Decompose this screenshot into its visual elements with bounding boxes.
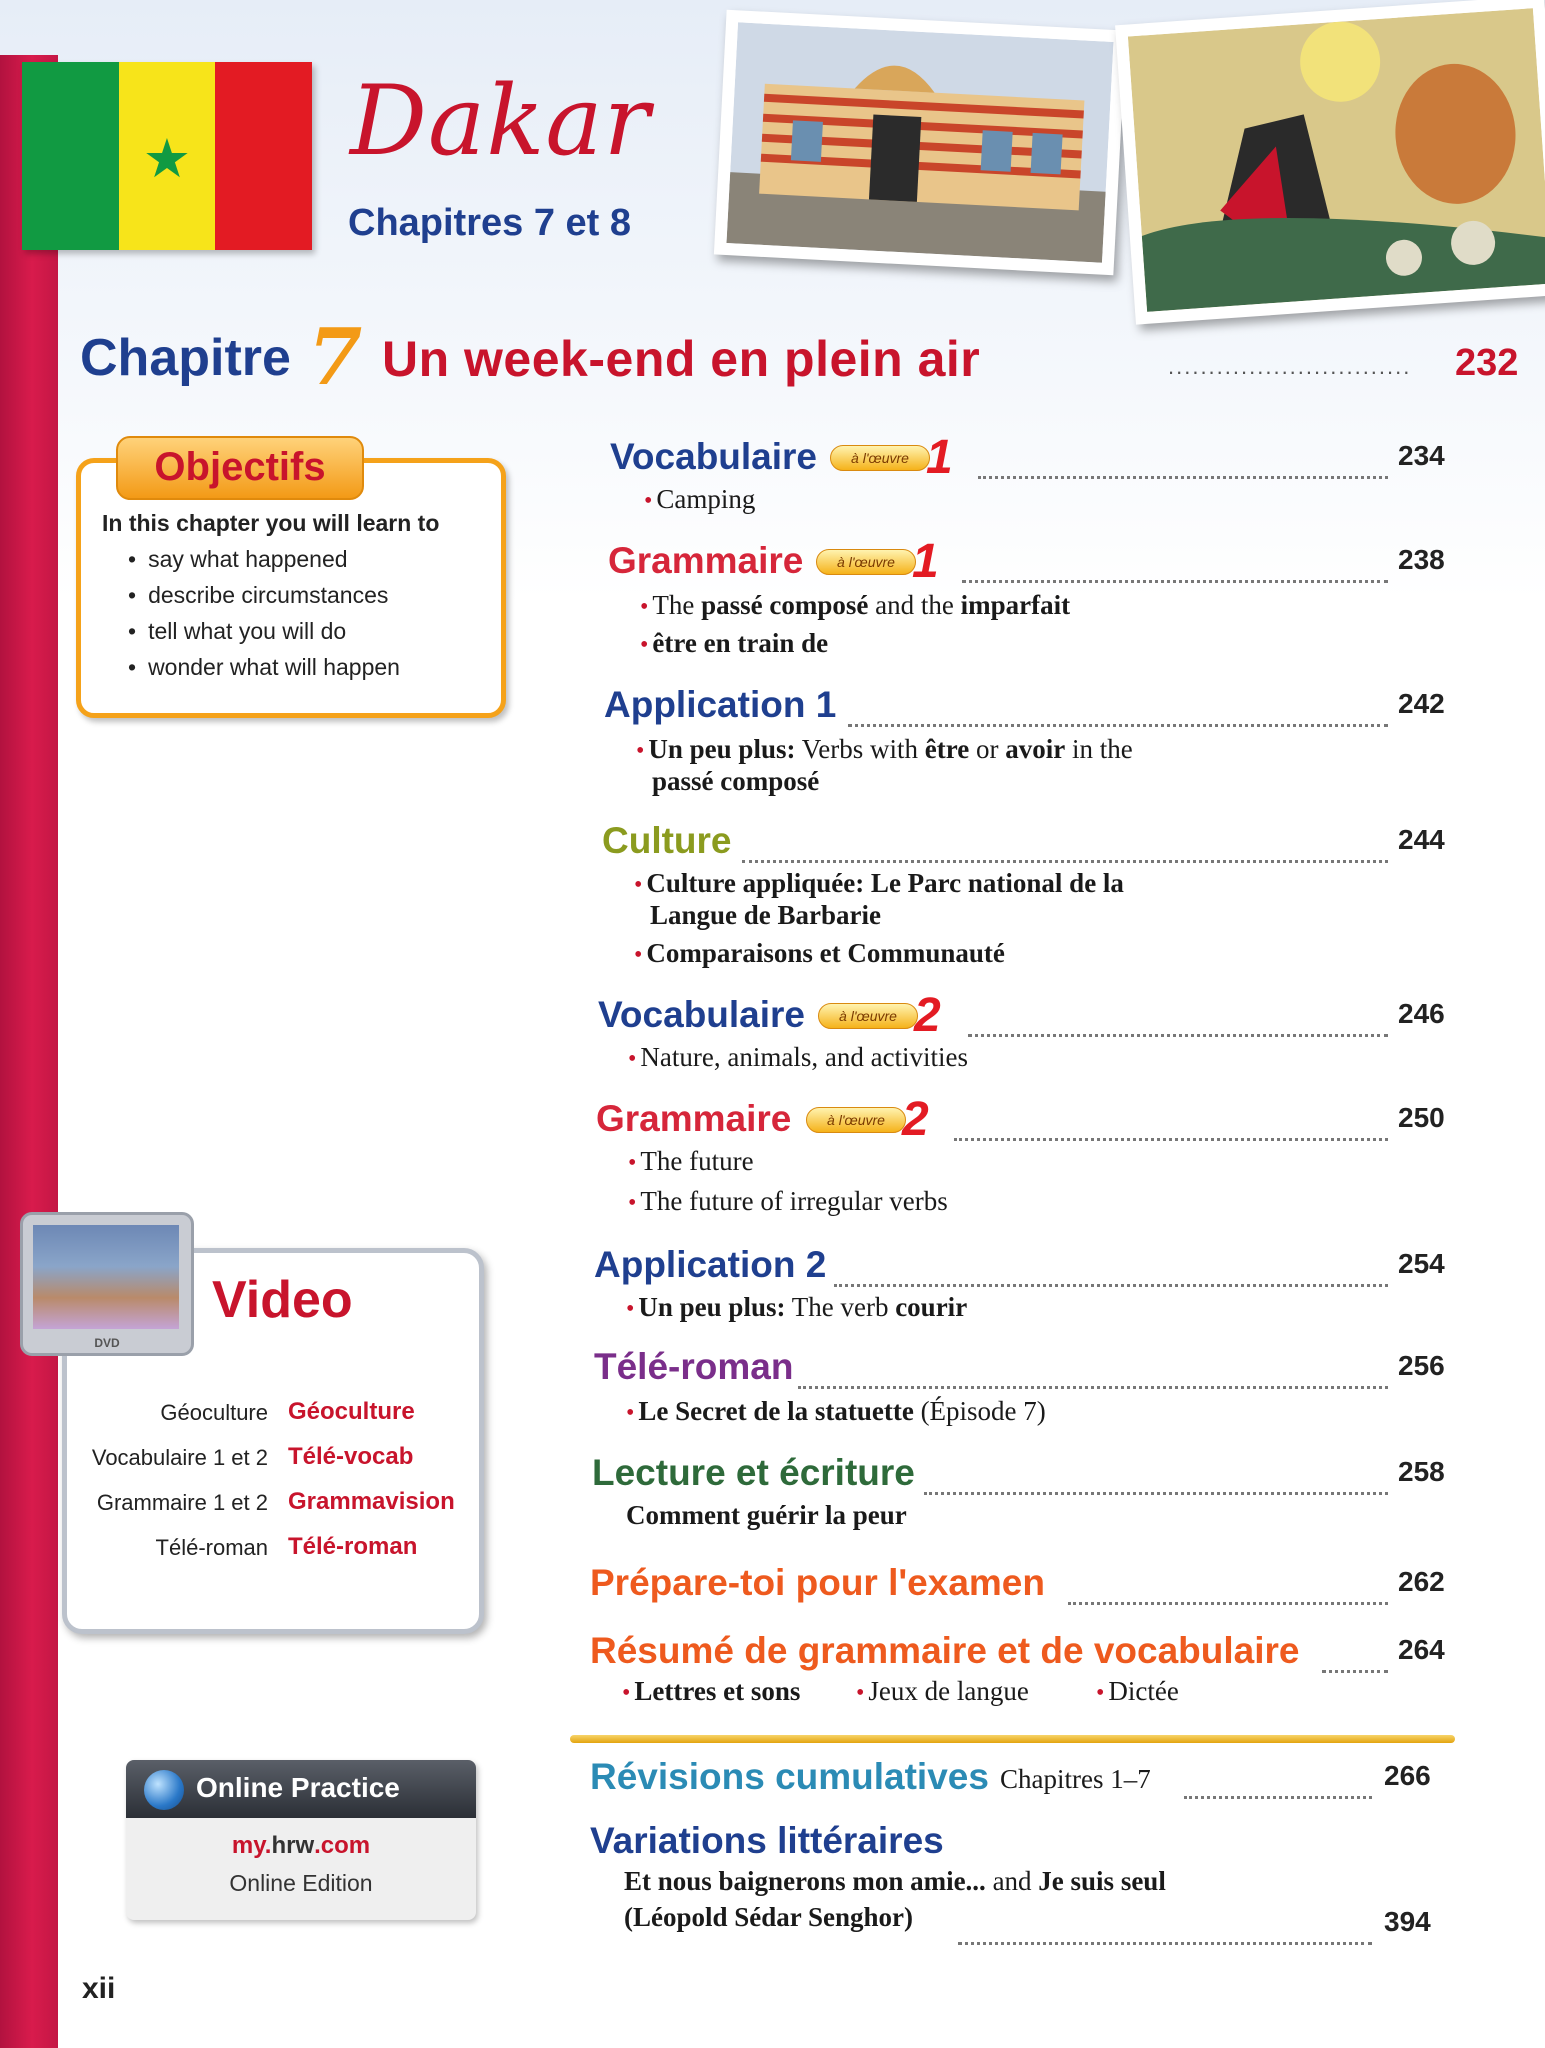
toc-title: Application 1 bbox=[604, 684, 837, 725]
objectives-tab-label: Objectifs bbox=[154, 445, 326, 489]
objective-item: • wonder what will happen bbox=[128, 654, 400, 690]
badge-text: à l'œuvre bbox=[839, 1008, 897, 1024]
objective-item: • tell what you will do bbox=[128, 618, 400, 654]
sub-text: être en train de bbox=[652, 628, 829, 658]
toc-title: Résumé de grammaire et de vocabulaire bbox=[590, 1630, 1300, 1671]
sub-text: The future of irregular verbs bbox=[640, 1186, 948, 1216]
video-row[interactable] bbox=[60, 1488, 480, 1522]
sub-text: Un peu plus: bbox=[638, 1292, 786, 1322]
toc-entry-vocabulaire-1[interactable] bbox=[0, 431, 1545, 484]
toc-sub-item bbox=[626, 1500, 907, 1531]
video-row-topic: Vocabulaire 1 et 2 bbox=[91, 1445, 268, 1470]
toc-entry-vocabulaire-2[interactable] bbox=[0, 989, 1545, 1042]
sub-text: Et nous baignerons mon amie... bbox=[624, 1866, 986, 1896]
badge-number: 1 bbox=[912, 535, 939, 588]
toc-sub-item: • Le Secret de la statuette (Épisode 7) bbox=[626, 1396, 1046, 1426]
video-row-program: Télé-roman bbox=[288, 1533, 418, 1560]
sub-text: Jeux de langue bbox=[868, 1676, 1029, 1706]
sub-text: Langue de Barbarie bbox=[650, 900, 882, 930]
badge-text: à l'œuvre bbox=[851, 450, 909, 466]
objectives-lead: In this chapter you will learn to bbox=[102, 510, 440, 536]
sub-text: and bbox=[985, 1866, 1039, 1896]
video-row-topic: Grammaire 1 et 2 bbox=[96, 1490, 268, 1515]
chapter-word: Chapitre bbox=[80, 329, 291, 387]
senegal-flag bbox=[22, 62, 312, 250]
toc-page: 258 bbox=[1398, 1456, 1445, 1487]
chapter-heading[interactable] bbox=[80, 312, 1519, 403]
toc-entry-application-2[interactable] bbox=[0, 1244, 1545, 1284]
chapters-subtitle: Chapitres 7 et 8 bbox=[348, 202, 631, 244]
toc-sub-item: • The passé composé and the imparfait bbox=[640, 590, 1071, 620]
sub-text: Un peu plus: bbox=[648, 734, 796, 764]
video-row-program: Télé-vocab bbox=[288, 1443, 414, 1470]
toc-title: Vocabulaire bbox=[610, 436, 818, 477]
toc-page: 246 bbox=[1398, 998, 1445, 1029]
toc-entry-variations-line[interactable] bbox=[0, 1902, 1545, 1942]
leader-dots bbox=[834, 1254, 1388, 1287]
badge-number: 2 bbox=[914, 989, 941, 1042]
toc-entry-resume[interactable] bbox=[0, 1630, 1545, 1670]
video-row-program: Géoculture bbox=[288, 1398, 415, 1425]
url-part: .com bbox=[314, 1832, 371, 1859]
toc-page: 242 bbox=[1398, 688, 1445, 719]
toc-page: 254 bbox=[1398, 1248, 1445, 1279]
toc-page: 264 bbox=[1398, 1634, 1445, 1665]
market-building-photo bbox=[714, 10, 1126, 276]
toc-page: 262 bbox=[1398, 1566, 1445, 1597]
toc-entry-grammaire-1[interactable] bbox=[0, 535, 1545, 588]
sub-text: Nature, animals, and activities bbox=[640, 1042, 969, 1072]
chapter-title: Un week-end en plein air bbox=[382, 331, 981, 387]
sub-text: The verb bbox=[785, 1292, 896, 1322]
chapter-number: 7 bbox=[308, 312, 363, 403]
sub-text: Culture appliquée: Le Parc national de la bbox=[646, 868, 1124, 898]
toc-sub-item: • Jeux de langue bbox=[856, 1676, 1029, 1706]
toc-title: Prépare-toi pour l'examen bbox=[590, 1562, 1045, 1603]
leader-dots bbox=[1068, 1572, 1388, 1605]
flag-red-stripe bbox=[215, 62, 312, 250]
toc-title: Lecture et écriture bbox=[592, 1452, 915, 1493]
video-row-program: Grammavision bbox=[288, 1488, 455, 1515]
sub-text: Dictée bbox=[1108, 1676, 1179, 1706]
star-icon: ★ bbox=[142, 129, 192, 189]
toc-sub-item: • Nature, animals, and activities bbox=[628, 1042, 969, 1072]
sub-text: Lettres et sons bbox=[634, 1676, 801, 1706]
sub-text: The future bbox=[640, 1146, 754, 1176]
toc-entry-culture[interactable] bbox=[0, 820, 1545, 860]
leader-dots bbox=[954, 1108, 1388, 1141]
toc-page: 256 bbox=[1398, 1350, 1445, 1381]
badge-number: 1 bbox=[926, 431, 953, 484]
toc-title: Application 2 bbox=[594, 1244, 827, 1285]
a-loeuvre-badge bbox=[806, 1093, 938, 1146]
sub-text: Comment guérir la peur bbox=[626, 1500, 907, 1530]
url-part: hrw bbox=[271, 1832, 315, 1859]
toc-sub-item bbox=[624, 1866, 1166, 1897]
city-title: Dakar bbox=[350, 65, 651, 177]
sub-text: avoir bbox=[1005, 734, 1066, 764]
toc-page: 234 bbox=[1398, 440, 1445, 471]
leader-dots bbox=[924, 1462, 1388, 1495]
sub-text: courir bbox=[895, 1292, 968, 1322]
toc-entry-tele-roman[interactable] bbox=[0, 1346, 1545, 1386]
toc-title: Télé-roman bbox=[594, 1346, 794, 1387]
toc-sub-item: • The future bbox=[628, 1146, 754, 1176]
video-title: Video bbox=[212, 1271, 353, 1329]
toc-entry-application-1[interactable] bbox=[0, 684, 1545, 724]
toc-sub-item: • Un peu plus: Verbs with être or avoir in the bbox=[636, 734, 1133, 764]
video-row[interactable] bbox=[60, 1398, 480, 1432]
toc-entry-prepare-toi[interactable] bbox=[0, 1562, 1545, 1602]
leader-dots bbox=[958, 1912, 1372, 1945]
sub-text: Je suis seul bbox=[1038, 1866, 1166, 1896]
chapter-leader-dots: .............................. bbox=[1168, 354, 1412, 379]
toc-sub-item: • Dictée bbox=[1096, 1676, 1179, 1706]
objective-item: • describe circumstances bbox=[128, 582, 400, 618]
online-edition: Online Edition bbox=[229, 1870, 373, 1896]
toc-entry-revisions[interactable] bbox=[0, 1756, 1545, 1796]
sub-text bbox=[624, 1902, 913, 1933]
mural-painting-photo bbox=[1115, 0, 1545, 325]
page-number: xii bbox=[82, 1972, 116, 2005]
toc-page: 244 bbox=[1398, 824, 1445, 855]
toc-sub-item: • Camping bbox=[644, 484, 756, 514]
url-part: my. bbox=[231, 1832, 272, 1859]
toc-sub-item: • Lettres et sons bbox=[622, 1676, 801, 1706]
toc-sub-item: • Un peu plus: The verb courir bbox=[626, 1292, 968, 1322]
leader-dots bbox=[1322, 1640, 1388, 1673]
toc-title-extra: Chapitres 1–7 bbox=[1000, 1764, 1151, 1794]
sub-text: or bbox=[969, 734, 1006, 764]
sub-text: The bbox=[652, 590, 702, 620]
toc-sub-item-continued bbox=[650, 900, 881, 931]
sub-text: Le Secret de la statuette bbox=[638, 1396, 914, 1426]
toc-sub-item: • être en train de bbox=[640, 628, 829, 658]
leader-dots bbox=[1184, 1766, 1372, 1799]
chapter-page: 232 bbox=[1455, 342, 1519, 384]
toc-title: Grammaire bbox=[608, 540, 804, 581]
toc-entry-lecture-ecriture[interactable] bbox=[0, 1452, 1545, 1492]
toc-title: Révisions cumulatives bbox=[590, 1756, 989, 1797]
sub-text: imparfait bbox=[960, 590, 1071, 620]
online-practice-title: Online Practice bbox=[196, 1772, 400, 1803]
toc-sub-item: • Comparaisons et Communauté bbox=[634, 938, 1005, 968]
sub-text: être bbox=[924, 734, 970, 764]
sub-text: in the bbox=[1065, 734, 1133, 764]
toc-title: Variations littéraires bbox=[590, 1820, 944, 1861]
sub-text: Verbs with bbox=[795, 734, 925, 764]
sub-text: passé composé bbox=[701, 590, 869, 620]
leader-dots bbox=[798, 1356, 1388, 1389]
video-row-topic: Télé-roman bbox=[155, 1535, 268, 1560]
toc-title: Vocabulaire bbox=[598, 994, 806, 1035]
toc-sub-item: • The future of irregular verbs bbox=[628, 1186, 948, 1216]
badge-number: 2 bbox=[902, 1093, 929, 1146]
a-loeuvre-badge bbox=[816, 535, 948, 588]
toc-sub-item: • Culture appliquée: Le Parc national de la bbox=[634, 868, 1124, 898]
sub-text: (Épisode 7) bbox=[913, 1396, 1046, 1426]
sub-text: (Léopold Sédar Senghor) bbox=[624, 1902, 914, 1932]
toc-entry-variations[interactable] bbox=[0, 1820, 1545, 1860]
badge-text: à l'œuvre bbox=[827, 1112, 885, 1128]
dvd-label: DVD bbox=[94, 1336, 120, 1350]
toc-title: Grammaire bbox=[596, 1098, 792, 1139]
toc-page: 238 bbox=[1398, 544, 1445, 575]
toc-page: 250 bbox=[1398, 1102, 1445, 1133]
section-divider bbox=[570, 1735, 1455, 1743]
sub-text: Camping bbox=[656, 484, 756, 514]
leader-dots bbox=[962, 550, 1388, 583]
a-loeuvre-badge bbox=[818, 989, 950, 1042]
toc-sub-item-continued bbox=[652, 766, 819, 797]
toc-page: 394 bbox=[1384, 1906, 1431, 1937]
leader-dots bbox=[968, 1004, 1388, 1037]
toc-title: Culture bbox=[602, 820, 732, 861]
leader-dots bbox=[848, 694, 1388, 727]
dvd-thumbnail[interactable] bbox=[20, 1212, 194, 1356]
flag-yellow-stripe bbox=[119, 62, 216, 250]
toc-page: 266 bbox=[1384, 1760, 1431, 1791]
objective-item: • say what happened bbox=[128, 546, 400, 582]
flag-green-stripe bbox=[22, 62, 119, 250]
video-row-topic: Géoculture bbox=[160, 1400, 268, 1425]
badge-text: à l'œuvre bbox=[837, 554, 895, 570]
toc-entry-grammaire-2[interactable] bbox=[0, 1093, 1545, 1146]
a-loeuvre-badge bbox=[830, 431, 962, 484]
leader-dots bbox=[978, 446, 1388, 479]
sub-text: passé composé bbox=[652, 766, 820, 796]
leader-dots bbox=[742, 830, 1388, 863]
sub-text: Comparaisons et Communauté bbox=[646, 938, 1005, 968]
left-red-band bbox=[0, 55, 58, 2048]
sub-text: and the bbox=[868, 590, 961, 620]
